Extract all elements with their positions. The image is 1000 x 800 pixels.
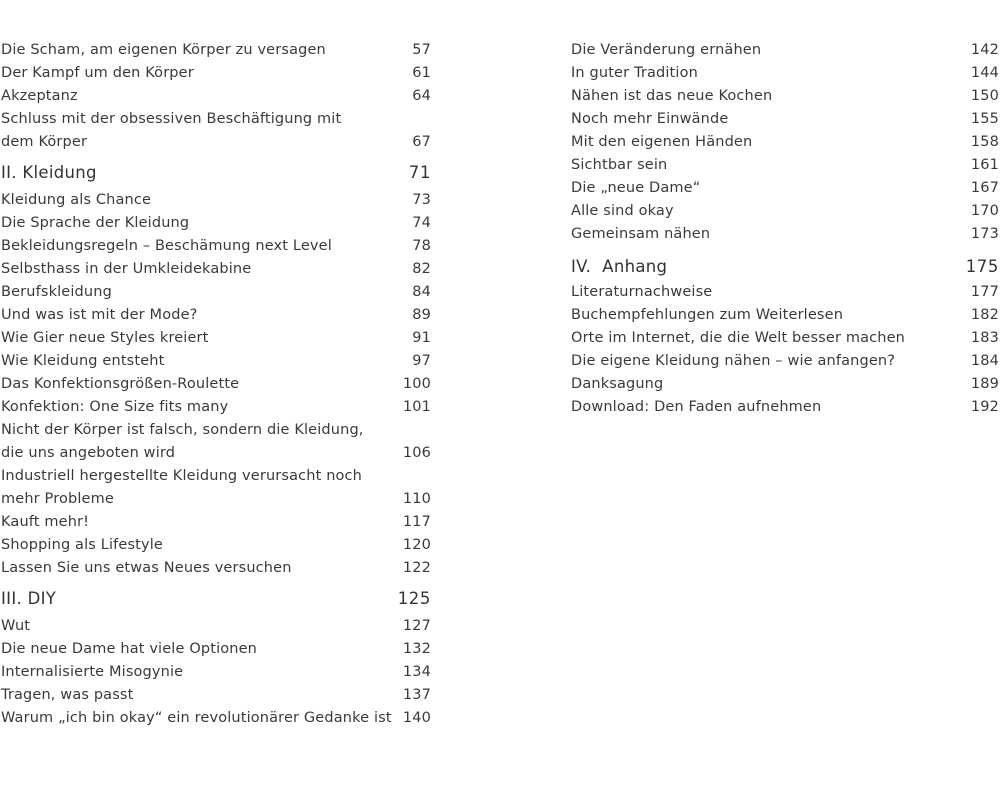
toc-entry-title: Die „neue Dame“ xyxy=(571,180,701,196)
toc-entry[interactable] xyxy=(1,638,431,661)
section-page: 71 xyxy=(408,163,431,182)
toc-entry[interactable] xyxy=(571,177,999,200)
toc-entry-page: 122 xyxy=(402,560,431,576)
toc-entry-page: 189 xyxy=(970,376,999,392)
toc-entry-title: Literaturnachweise xyxy=(571,284,713,300)
toc-entry-title: Orte im Internet, die die Welt besser machen xyxy=(571,330,906,346)
toc-entry-page: 132 xyxy=(402,641,431,657)
toc-entry-page: 167 xyxy=(970,180,999,196)
toc-entry[interactable] xyxy=(1,373,431,396)
toc-entry-page: 97 xyxy=(412,353,431,369)
toc-entry-page: 57 xyxy=(412,42,431,58)
toc-entry-title: Wie Kleidung entsteht xyxy=(1,353,165,369)
toc-entry-page: 74 xyxy=(412,215,431,231)
toc-entry-page: 120 xyxy=(402,537,431,553)
toc-entry-page: 78 xyxy=(412,238,431,254)
toc-entry-page: 91 xyxy=(412,330,431,346)
toc-entry[interactable] xyxy=(1,62,431,85)
toc-entry-title: Die Sprache der Kleidung xyxy=(1,215,190,231)
toc-entry-title: Mit den eigenen Händen xyxy=(571,134,753,150)
toc-entry-page: 127 xyxy=(402,618,431,634)
toc-entry-title: Gemeinsam nähen xyxy=(571,226,711,242)
toc-entry-page: 89 xyxy=(412,307,431,323)
toc-entry-page: 64 xyxy=(412,88,431,104)
toc-entry[interactable] xyxy=(1,327,431,350)
toc-entry-title: In guter Tradition xyxy=(571,65,698,81)
toc-entry[interactable] xyxy=(571,200,999,223)
toc-entry[interactable] xyxy=(571,304,999,327)
toc-entry[interactable] xyxy=(1,350,431,373)
toc-entry[interactable] xyxy=(1,189,431,212)
toc-entry-page: 140 xyxy=(402,710,431,726)
toc-entry-page: 150 xyxy=(970,88,999,104)
toc-entry[interactable] xyxy=(1,707,431,730)
toc-entry-title: Shopping als Lifestyle xyxy=(1,537,163,553)
toc-entry-title: Nicht der Körper ist falsch, sondern die Kleidung, die uns angeboten wird xyxy=(1,422,364,461)
toc-entry-page: 161 xyxy=(970,157,999,173)
toc-entry-page: 106 xyxy=(402,445,431,461)
toc-entry-page: 142 xyxy=(970,42,999,58)
toc-entry-title: Wut xyxy=(1,618,31,634)
toc-entry-page: 137 xyxy=(402,687,431,703)
toc-entry[interactable] xyxy=(1,85,431,108)
toc-entry-page: 183 xyxy=(970,330,999,346)
toc-entry-title: Das Konfektionsgrößen-Roulette xyxy=(1,376,240,392)
toc-entry-title: Akzeptanz xyxy=(1,88,78,104)
toc-entry-page: 177 xyxy=(970,284,999,300)
toc-entry[interactable] xyxy=(1,39,431,62)
toc-entry[interactable] xyxy=(1,615,431,638)
toc-entry-title: Der Kampf um den Körper xyxy=(1,65,194,81)
toc-entry-page: 110 xyxy=(402,491,431,507)
toc-entry-title: Berufskleidung xyxy=(1,284,112,300)
toc-entry-page: 182 xyxy=(970,307,999,323)
toc-entry[interactable] xyxy=(1,511,431,534)
toc-entry-title: Konfektion: One Size fits many xyxy=(1,399,229,415)
toc-entry-page: 67 xyxy=(412,134,431,150)
toc-entry[interactable] xyxy=(1,235,431,258)
toc-entry[interactable] xyxy=(1,212,431,235)
toc-entry-title: Die Veränderung ernähen xyxy=(571,42,762,58)
toc-entry-title: Selbsthass in der Umkleidekabine xyxy=(1,261,252,277)
toc-entry-title: Die Scham, am eigenen Körper zu versagen xyxy=(1,42,326,58)
toc-entry-title: Alle sind okay xyxy=(571,203,674,219)
toc-entry-title: Internalisierte Misogynie xyxy=(1,664,184,680)
toc-entry-title: Die neue Dame hat viele Optionen xyxy=(1,641,258,657)
toc-entry[interactable] xyxy=(571,350,999,373)
toc-entry[interactable] xyxy=(571,223,999,246)
toc-entry[interactable] xyxy=(571,373,999,396)
toc-entry-title: Und was ist mit der Mode? xyxy=(1,307,198,323)
toc-entry[interactable] xyxy=(1,661,431,684)
toc-entry[interactable] xyxy=(571,396,999,419)
toc-entry-title: Noch mehr Einwände xyxy=(571,111,729,127)
toc-entry[interactable] xyxy=(1,396,431,419)
toc-entry-page: 144 xyxy=(970,65,999,81)
toc-entry[interactable] xyxy=(1,557,431,580)
toc-entry-title: Schluss mit der obsessiven Beschäftigung mit dem Körper xyxy=(1,111,342,150)
toc-entry-page: 173 xyxy=(970,226,999,242)
toc-entry[interactable] xyxy=(1,684,431,707)
toc-section-heading[interactable] xyxy=(571,256,999,278)
toc-entry-title: Industriell hergestellte Kleidung verursacht noch mehr Probleme xyxy=(1,468,363,507)
toc-entry-page: 158 xyxy=(970,134,999,150)
toc-entry-title: Bekleidungsregeln – Beschämung next Level xyxy=(1,238,332,254)
section-title: IV. Anhang xyxy=(571,257,668,276)
toc-entry-page: 184 xyxy=(970,353,999,369)
toc-right-column xyxy=(571,39,999,419)
toc-entry[interactable] xyxy=(1,419,431,465)
toc-entry-page: 170 xyxy=(970,203,999,219)
toc-entry[interactable] xyxy=(1,281,431,304)
toc-entry[interactable] xyxy=(571,131,999,154)
toc-section-heading[interactable] xyxy=(1,162,431,184)
toc-entry[interactable] xyxy=(571,85,999,108)
toc-entry-page: 134 xyxy=(402,664,431,680)
toc-section-heading[interactable] xyxy=(1,588,431,610)
toc-entry-page: 61 xyxy=(412,65,431,81)
toc-entry-title: Kleidung als Chance xyxy=(1,192,152,208)
toc-left-column xyxy=(1,39,431,730)
toc-entry-page: 82 xyxy=(412,261,431,277)
toc-entry[interactable] xyxy=(571,39,999,62)
toc-entry-title: Tragen, was passt xyxy=(1,687,134,703)
toc-entry-title: Warum „ich bin okay“ ein revolutionärer Gedanke ist xyxy=(1,710,392,726)
toc-entry-page: 101 xyxy=(402,399,431,415)
toc-entry-title: Download: Den Faden aufnehmen xyxy=(571,399,822,415)
toc-entry-page: 84 xyxy=(412,284,431,300)
toc-entry-title: Buchempfehlungen zum Weiterlesen xyxy=(571,307,844,323)
toc-entry[interactable] xyxy=(1,108,431,154)
toc-entry-title: Lassen Sie uns etwas Neues versuchen xyxy=(1,560,292,576)
toc-entry-page: 73 xyxy=(412,192,431,208)
toc-entry-title: Kauft mehr! xyxy=(1,514,90,530)
toc-entry[interactable] xyxy=(571,108,999,131)
toc-entry[interactable] xyxy=(571,62,999,85)
toc-entry[interactable] xyxy=(1,304,431,327)
toc-entry[interactable] xyxy=(1,258,431,281)
toc-entry[interactable] xyxy=(1,465,431,511)
toc-entry[interactable] xyxy=(571,281,999,304)
toc-entry-title: Nähen ist das neue Kochen xyxy=(571,88,773,104)
toc-entry-page: 100 xyxy=(402,376,431,392)
toc-entry-page: 155 xyxy=(970,111,999,127)
section-page: 125 xyxy=(397,589,431,608)
section-page: 175 xyxy=(965,257,999,276)
section-title: III. DIY xyxy=(1,589,57,608)
toc-entry[interactable] xyxy=(571,327,999,350)
toc-entry-title: Danksagung xyxy=(571,376,664,392)
toc-entry-title: Die eigene Kleidung nähen – wie anfangen? xyxy=(571,353,896,369)
toc-entry-title: Sichtbar sein xyxy=(571,157,668,173)
toc-entry-title: Wie Gier neue Styles kreiert xyxy=(1,330,209,346)
toc-entry-page: 117 xyxy=(402,514,431,530)
toc-entry[interactable] xyxy=(571,154,999,177)
toc-entry-page: 192 xyxy=(970,399,999,415)
section-title: II. Kleidung xyxy=(1,163,97,182)
toc-entry[interactable] xyxy=(1,534,431,557)
